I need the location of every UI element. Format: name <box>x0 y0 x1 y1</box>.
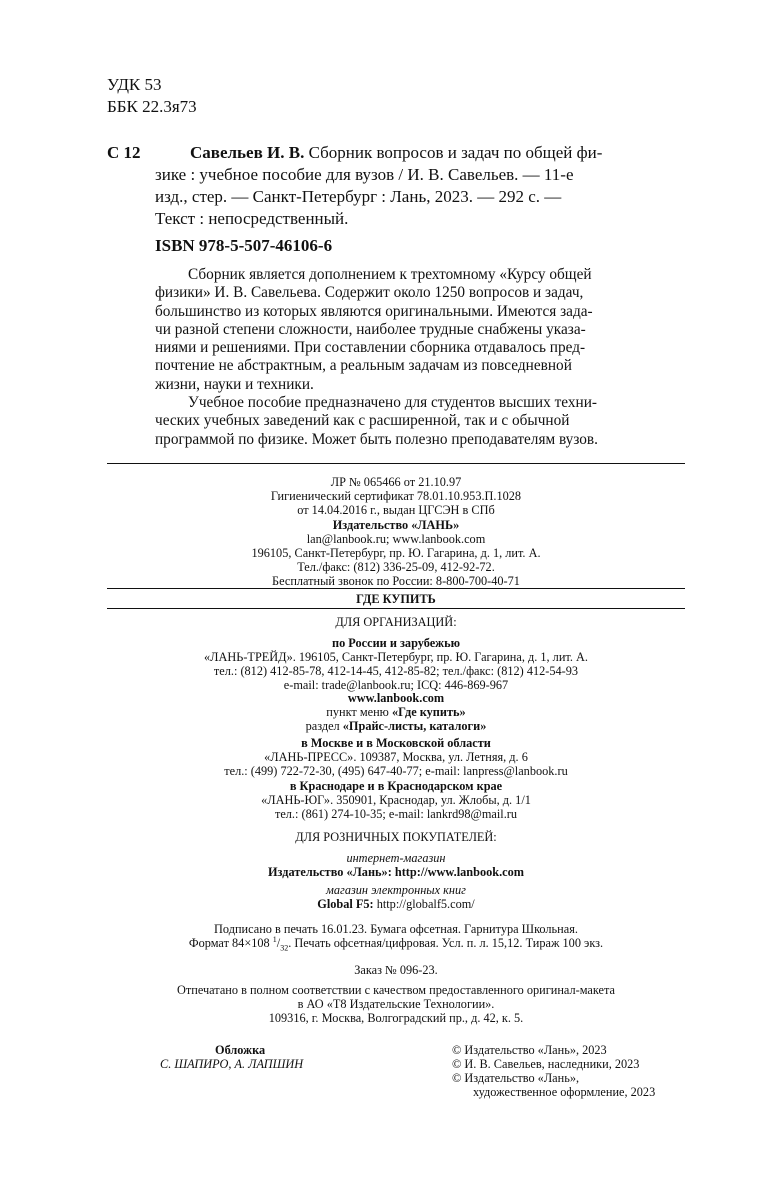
biblio-author: Савельев И. В. <box>190 143 305 162</box>
abstract-line: ниями и решениями. При составлении сборника отдавалось пред- <box>155 339 586 357</box>
author-mark: С 12 <box>107 143 141 162</box>
abstract-line: почтение не абстрактным, а реальным задачам из повседневной <box>155 357 572 375</box>
website-link[interactable]: www.lanbook.com <box>347 691 445 705</box>
publisher-phone: Тел./факс: (812) 336-25-09, 412-92-72. <box>297 560 495 574</box>
ebook-line <box>107 897 685 911</box>
biblio-line-4: Текст : непосредственный. <box>155 209 349 228</box>
moscow-contacts: тел.: (499) 722-72-30, (495) 647-40-77; e-mail: lanpress@lanbook.ru <box>224 764 568 778</box>
fraction-denominator: 32 <box>280 943 289 953</box>
divider <box>107 588 685 589</box>
license-block <box>107 475 685 517</box>
shop-block <box>107 851 685 911</box>
print-format: Формат 84×108 $^1/_{32}$. Печать офсетная/цифровая. Усл. п. л. 15,12. Тираж 100 экз. <box>188 934 604 953</box>
menu-line <box>107 705 685 719</box>
shop-line <box>107 865 685 879</box>
section-prefix: раздел <box>305 719 343 733</box>
shop-prefix: Издательство «Лань»: <box>267 865 395 879</box>
printer-line-2: в АО «Т8 Издательские Технологии». <box>297 997 495 1011</box>
orgs-title: ДЛЯ ОРГАНИЗАЦИЙ: <box>335 615 457 629</box>
abstract-line: чи разной степени сложности, наиболее трудные снабжены указа- <box>155 320 586 338</box>
cover-credits <box>160 1043 303 1071</box>
russia-email: e-mail: trade@lanbook.ru; ICQ: 446-869-967 <box>283 678 509 692</box>
section-item: «Прайс-листы, каталоги» <box>342 719 487 733</box>
russia-phones: тел.: (812) 412-85-78, 412-14-45, 412-85-82; тел./факс: (812) 412-54-93 <box>213 664 579 678</box>
russia-title: по России и зарубежью <box>332 636 460 650</box>
russia-block <box>107 636 685 692</box>
udk-code: УДК 53 <box>107 75 162 94</box>
abstract-line: физики» И. В. Савельева. Содержит около 1250 вопросов и задач, <box>155 284 584 302</box>
shop-link[interactable]: http://www.lanbook.com <box>394 865 525 879</box>
where-to-buy-title: ГДЕ КУПИТЬ <box>356 592 436 606</box>
print-signed: Подписано в печать 16.01.23. Бумага офсетная. Гарнитура Школьная. <box>214 922 578 936</box>
format-rest: . Печать офсетная/цифровая. Усл. п. л. 15,12. Тираж 100 экз. <box>288 936 604 950</box>
abstract-line: большинство из которых являются оригинальными. Имеются зада- <box>155 302 593 320</box>
abstract-line: Учебное пособие предназначено для студентов высших техни- <box>188 394 597 412</box>
biblio-title: Сборник вопросов и задач по общей фи- <box>304 143 603 162</box>
russia-address: «ЛАНЬ-ТРЕЙД». 196105, Санкт-Петербург, пр. Ю. Гагарина, д. 1, лит. А. <box>204 650 588 664</box>
shop-label: интернет-магазин <box>346 851 446 865</box>
copyright-publisher: © Издательство «Лань», 2023 <box>452 1043 607 1057</box>
cover-title: Обложка <box>215 1043 266 1057</box>
abstract-line: жизни, науки и техники. <box>155 375 314 393</box>
divider <box>107 463 685 464</box>
license-number: ЛР № 065466 от 21.10.97 <box>330 475 462 489</box>
copyright-design-cont: художественное оформление, 2023 <box>473 1085 656 1099</box>
publisher-name: Издательство «ЛАНЬ» <box>332 518 460 532</box>
section-line <box>107 719 685 733</box>
krasnodar-block <box>107 779 685 821</box>
biblio-line-3: изд., стер. — Санкт-Петербург : Лань, 2023. — 292 с. — <box>155 187 562 206</box>
web-block <box>107 691 685 733</box>
biblio-line-1 <box>190 143 602 163</box>
print-block <box>107 922 685 953</box>
isbn: ISBN 978-5-507-46106-6 <box>155 236 333 255</box>
menu-item: «Где купить» <box>391 705 466 719</box>
ebook-link[interactable]: http://globalf5.com/ <box>376 897 475 911</box>
abstract-line: программой по физике. Может быть полезно преподавателям вузов. <box>155 430 598 448</box>
krasnodar-address: «ЛАНЬ-ЮГ». 350901, Краснодар, ул. Жлобы, д. 1/1 <box>261 793 531 807</box>
publisher-block <box>107 518 685 588</box>
printer-line-3: 109316, г. Москва, Волгоградский пр., д. 42, к. 5. <box>268 1011 524 1025</box>
abstract-line: Сборник является дополнением к трехтомному «Курсу общей <box>188 266 592 283</box>
bbk-code: ББК 22.3я73 <box>107 97 197 116</box>
fraction-numerator: 1 <box>272 934 277 944</box>
copyright-author: © И. В. Савельев, наследники, 2023 <box>452 1057 640 1071</box>
publisher-email: lan@lanbook.ru; www.lanbook.com <box>306 532 486 546</box>
hygiene-cert: Гигиенический сертификат 78.01.10.953.П.1028 <box>270 489 522 503</box>
format-text: Формат 84×108 <box>188 936 273 950</box>
moscow-block <box>107 736 685 778</box>
retail-title: ДЛЯ РОЗНИЧНЫХ ПОКУПАТЕЛЕЙ: <box>295 830 497 844</box>
ebook-label: магазин электронных книг <box>326 883 466 897</box>
order-number: Заказ № 096-23. <box>354 963 438 977</box>
biblio-line-2: зике : учебное пособие для вузов / И. В. Савельев. — 11-е <box>155 165 574 184</box>
cover-artists: С. ШАПИРО, А. ЛАПШИН <box>160 1057 304 1071</box>
cert-date: от 14.04.2016 г., выдан ЦГСЭН в СПб <box>297 503 495 517</box>
printer-block <box>107 983 685 1025</box>
ebook-name: Global F5: <box>317 897 377 911</box>
moscow-address: «ЛАНЬ-ПРЕСС». 109387, Москва, ул. Летняя, д. 6 <box>264 750 528 764</box>
krasnodar-title: в Краснодаре и в Краснодарском крае <box>289 779 503 793</box>
printer-line-1: Отпечатано в полном соответствии с качеством предоставленного оригинал-макета <box>177 983 615 997</box>
abstract-line: ческих учебных заведений как с расширенной, так и с обычной <box>155 412 570 430</box>
copyright-design: © Издательство «Лань», <box>452 1071 580 1085</box>
krasnodar-contacts: тел.: (861) 274-10-35; e-mail: lankrd98@mail.ru <box>274 807 518 821</box>
divider <box>107 608 685 609</box>
menu-prefix: пункт меню <box>326 705 392 719</box>
publisher-free-call: Бесплатный звонок по России: 8-800-700-40-71 <box>272 574 520 588</box>
publisher-address: 196105, Санкт-Петербург, пр. Ю. Гагарина, д. 1, лит. А. <box>251 546 541 560</box>
moscow-title: в Москве и в Московской области <box>301 736 491 750</box>
copyright-block <box>452 1043 655 1099</box>
abstract <box>155 266 685 449</box>
